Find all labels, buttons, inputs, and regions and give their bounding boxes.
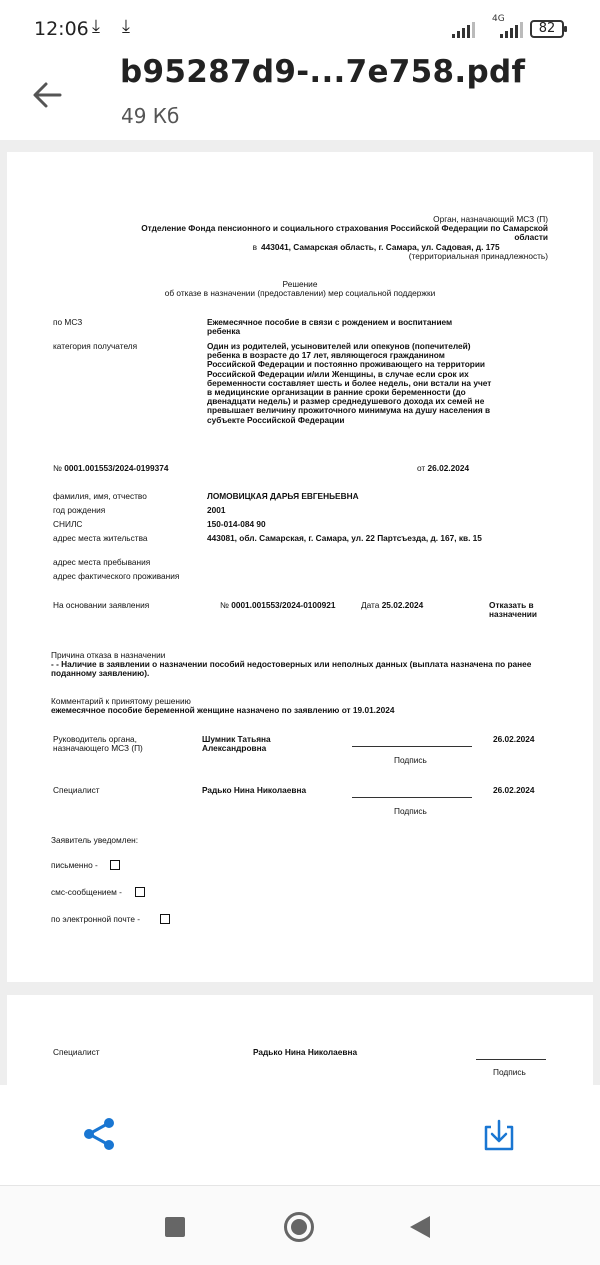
specialist-name: Радько Нина Николаевна (202, 785, 307, 795)
network-type: 4G (492, 14, 505, 24)
application-number: № 0001.001553/2024-0100921 (220, 600, 336, 610)
basis-label: На основании заявления (53, 600, 150, 610)
organ-label: Орган, назначающий МСЗ (П) (433, 214, 548, 224)
status-bar (0, 0, 600, 60)
msz-label: по МСЗ (53, 317, 83, 327)
pdf-page-2 (7, 995, 593, 1085)
status-time: 12:06 (34, 18, 89, 40)
fio-value: ЛОМОВИЦКАЯ ДАРЬЯ ЕВГЕНЬЕВНА (207, 491, 359, 501)
home-icon[interactable] (284, 1212, 314, 1242)
comment-text: ежемесячное пособие беременной женщине назначено по заявлению от 19.01.2024 (51, 705, 395, 715)
organ-address-prefix: в (252, 242, 257, 252)
pdf-page-1 (7, 152, 593, 982)
notify-sms-label: смс-сообщением - (51, 887, 122, 897)
birth-value: 2001 (207, 505, 226, 515)
msz-value: Ежемесячное пособие в связи с рождением и воспитанием ребенка (207, 317, 453, 337)
birth-label: год рождения (53, 505, 106, 515)
nav-back-icon[interactable] (410, 1216, 430, 1238)
decision-title: Решение (282, 279, 318, 289)
decision-number: № 0001.001553/2024-0199374 (53, 463, 169, 473)
organ-name-2: области (514, 232, 548, 242)
organ-address: 443041, Самарская область, г. Самара, ул. Садовая, д. 175 (261, 242, 500, 252)
snils-value: 150-014-084 90 (207, 519, 266, 529)
share-icon[interactable] (80, 1115, 118, 1153)
page2-signature-label: Подпись (493, 1067, 526, 1077)
action-bar (0, 1085, 600, 1185)
specialist-signature-line (352, 797, 472, 798)
actual-address-label: адрес фактического проживания (53, 571, 180, 581)
residence-label: адрес места жительства (53, 533, 148, 543)
notify-email-label: по электронной почте - (51, 914, 141, 924)
system-nav-bar (0, 1185, 600, 1265)
specialist-date: 26.02.2024 (493, 785, 535, 795)
battery-icon: 82 (530, 20, 564, 38)
notified-label: Заявитель уведомлен: (51, 835, 139, 845)
app-header (0, 54, 600, 140)
territorial-note: (территориальная принадлежность) (408, 251, 548, 261)
head-label: Руководитель органа, назначающего МСЗ (П) (53, 734, 143, 754)
notify-sms-checkbox (135, 887, 145, 897)
wifi-signal-icon (452, 22, 476, 38)
comment-label: Комментарий к принятому решению (51, 696, 191, 706)
head-signature-label: Подпись (394, 755, 427, 765)
reason-label: Причина отказа в назначении (51, 650, 166, 660)
application-date: Дата 25.02.2024 (361, 600, 424, 610)
page2-specialist-label: Специалист (53, 1047, 100, 1057)
decision-subtitle: об отказе в назначении (предоставлении) мер социальной поддержки (164, 288, 436, 298)
head-signature-line (352, 746, 472, 747)
page2-specialist-name: Радько Нина Николаевна (253, 1047, 358, 1057)
file-size: 49 Кб (121, 104, 180, 128)
head-date: 26.02.2024 (493, 734, 535, 744)
fio-label: фамилия, имя, отчество (53, 491, 147, 501)
download-notification-icon-2: ⤓ (122, 16, 130, 36)
cell-signal-icon (500, 22, 524, 38)
specialist-label: Специалист (53, 785, 100, 795)
file-name: b95287d9-...7e758.pdf (120, 54, 526, 90)
page2-signature-line (476, 1059, 546, 1060)
back-arrow-icon[interactable] (30, 78, 64, 112)
head-name: Шумник Татьяна Александровна (202, 734, 271, 754)
specialist-signature-label: Подпись (394, 806, 427, 816)
notify-letter-label: письменно - (51, 860, 98, 870)
organ-name: Отделение Фонда пенсионного и социального страхования Российской Федерации по Самарской (141, 223, 548, 233)
download-notification-icon: ⤓ (92, 16, 100, 36)
reason-text: - - Наличие в заявлении о назначении пособий недостоверных или неполных данных (выплата назначена по ранее поданному заявлению). (51, 659, 532, 679)
decision-date: от 26.02.2024 (417, 463, 470, 473)
residence-value: 443081, обл. Самарская, г. Самара, ул. 22 Партсъезда, д. 167, кв. 15 (207, 533, 482, 543)
recents-icon[interactable] (165, 1217, 185, 1237)
category-label: категория получателя (53, 341, 138, 351)
pdf-viewer[interactable] (0, 140, 600, 1085)
decision-result: Отказать в назначении (489, 600, 537, 620)
snils-label: СНИЛС (53, 519, 83, 529)
category-value: Один из родителей, усыновителей или опекунов (попечителей) ребенка в возрасте до 17 лет, являющегося гражданином Российской Федерации и постоянно проживающего на территории Российской Федерации и/или Женщины, в случае если срок их беременности составляет шесть и более недель, они встали на учет в медицинские организации в ранние сроки беременности (до двенадцати недель) и размер среднедушевого дохода их семей не превышает величину прожиточного минимума на душу населения в субъекте Российской Федерации (207, 341, 492, 425)
download-icon[interactable] (480, 1117, 518, 1155)
stay-address-label: адрес места пребывания (53, 557, 151, 567)
notify-email-checkbox (160, 914, 170, 924)
notify-letter-checkbox (110, 860, 120, 870)
